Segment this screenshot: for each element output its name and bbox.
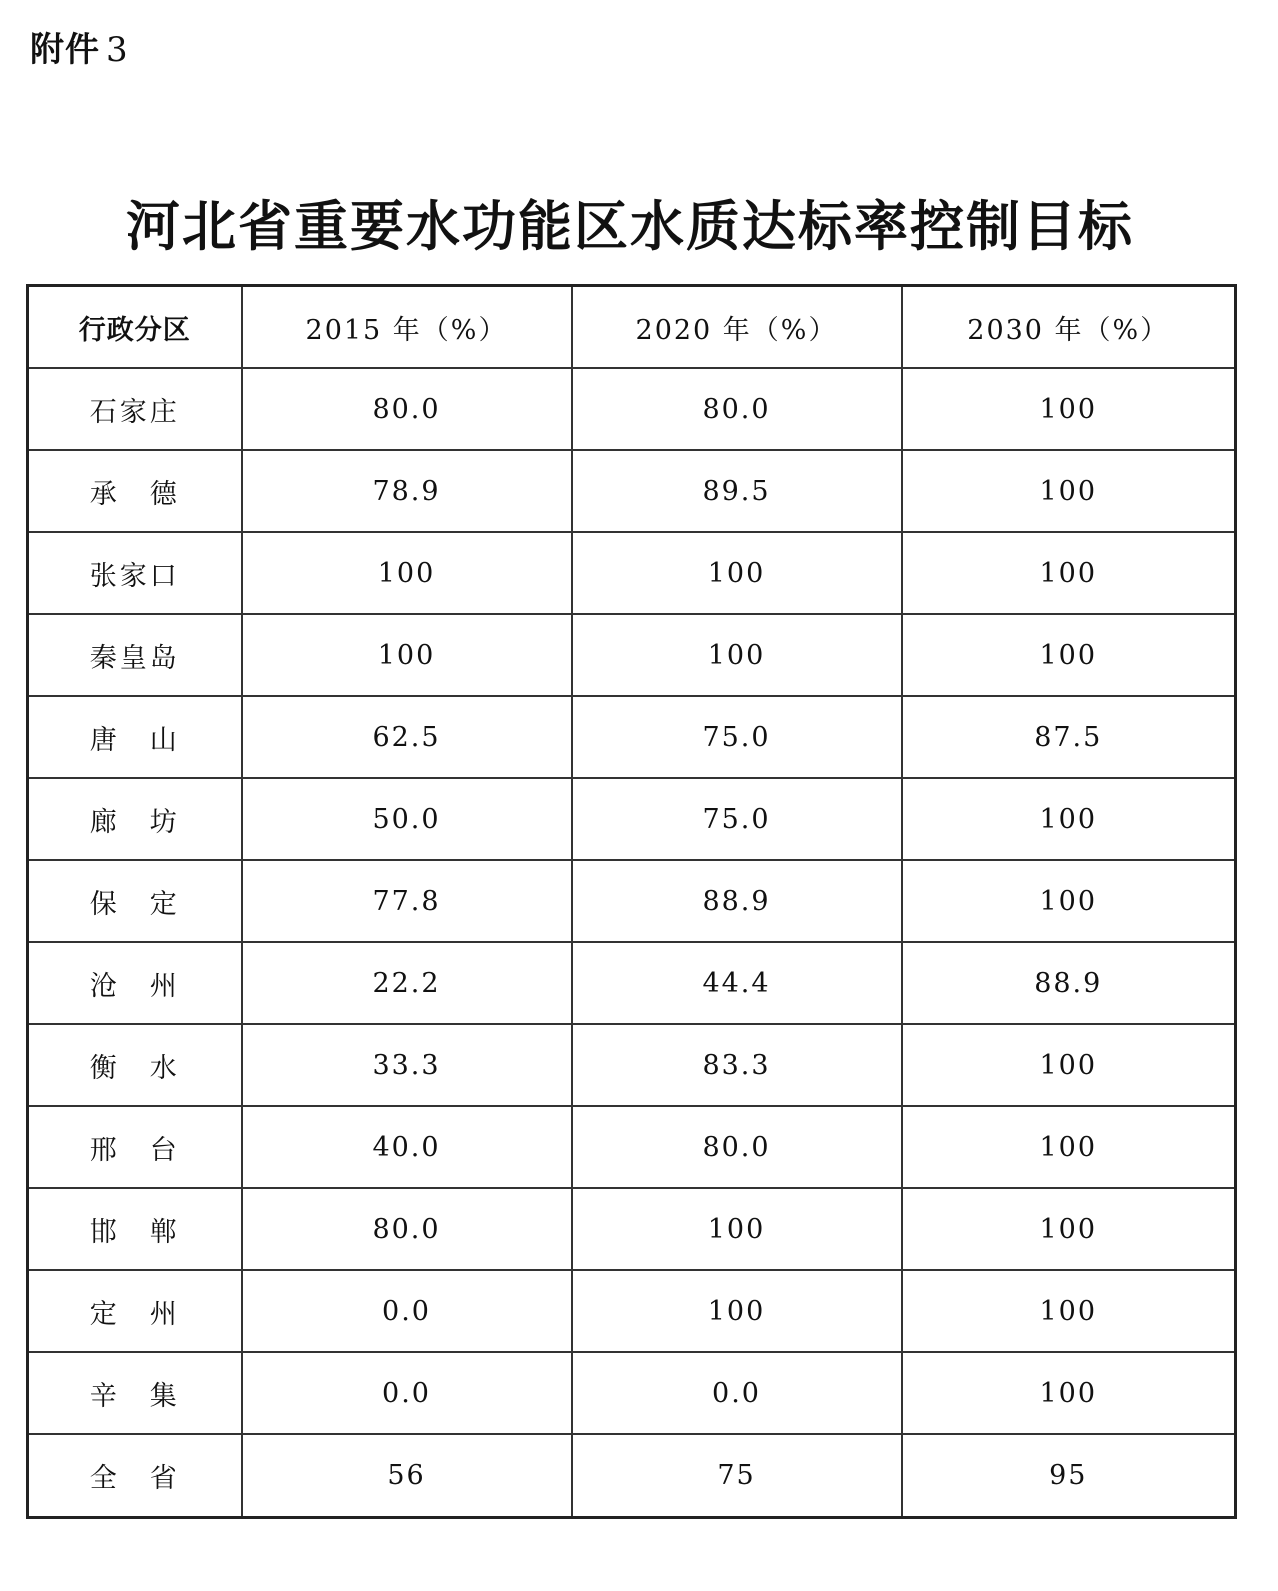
value-2015-cell: 0.0 — [242, 1270, 572, 1352]
value-2020-cell: 100 — [572, 532, 902, 614]
region-cell: 秦皇岛 — [28, 614, 242, 696]
table-row — [28, 1352, 1236, 1434]
value-2020-cell: 83.3 — [572, 1024, 902, 1106]
table-row — [28, 778, 1236, 860]
table-row — [28, 532, 1236, 614]
value-2020-cell: 89.5 — [572, 450, 902, 532]
value-2015-cell: 77.8 — [242, 860, 572, 942]
table-row — [28, 860, 1236, 942]
value-2030-cell: 100 — [902, 1106, 1236, 1188]
table-row — [28, 1106, 1236, 1188]
attachment-text: 附件 — [30, 30, 100, 70]
region-cell: 承 德 — [28, 450, 242, 532]
region-cell: 辛 集 — [28, 1352, 242, 1434]
value-2030-cell: 88.9 — [902, 942, 1236, 1024]
value-2015-cell: 62.5 — [242, 696, 572, 778]
header-region: 行政分区 — [28, 286, 242, 369]
table-row — [28, 450, 1236, 532]
region-cell: 廊 坊 — [28, 778, 242, 860]
value-2015-cell: 33.3 — [242, 1024, 572, 1106]
value-2030-cell: 100 — [902, 532, 1236, 614]
value-2020-cell: 100 — [572, 614, 902, 696]
value-2030-cell: 100 — [902, 1270, 1236, 1352]
table-row — [28, 942, 1236, 1024]
value-2015-cell: 56 — [242, 1434, 572, 1518]
value-2020-cell: 80.0 — [572, 368, 902, 450]
value-2020-cell: 80.0 — [572, 1106, 902, 1188]
value-2015-cell: 80.0 — [242, 368, 572, 450]
table-header-row — [28, 286, 1236, 369]
region-cell: 石家庄 — [28, 368, 242, 450]
value-2020-cell: 75.0 — [572, 778, 902, 860]
table-row — [28, 1188, 1236, 1270]
table-row — [28, 368, 1236, 450]
attachment-label — [30, 22, 129, 71]
value-2030-cell: 100 — [902, 368, 1236, 450]
table-row — [28, 614, 1236, 696]
region-cell: 邢 台 — [28, 1106, 242, 1188]
value-2015-cell: 22.2 — [242, 942, 572, 1024]
attachment-number: 3 — [106, 30, 129, 70]
region-cell: 邯 郸 — [28, 1188, 242, 1270]
value-2015-cell: 100 — [242, 614, 572, 696]
value-2020-cell: 88.9 — [572, 860, 902, 942]
region-cell: 张家口 — [28, 532, 242, 614]
value-2020-cell: 44.4 — [572, 942, 902, 1024]
region-cell: 定 州 — [28, 1270, 242, 1352]
value-2030-cell: 100 — [902, 860, 1236, 942]
value-2020-cell: 75.0 — [572, 696, 902, 778]
value-2030-cell: 100 — [902, 1188, 1236, 1270]
value-2020-cell: 100 — [572, 1270, 902, 1352]
table-row — [28, 1024, 1236, 1106]
value-2015-cell: 50.0 — [242, 778, 572, 860]
table-row — [28, 696, 1236, 778]
region-cell: 全 省 — [28, 1434, 242, 1518]
value-2030-cell: 95 — [902, 1434, 1236, 1518]
header-2015: 2015 年（%） — [242, 286, 572, 369]
value-2020-cell: 100 — [572, 1188, 902, 1270]
value-2020-cell: 0.0 — [572, 1352, 902, 1434]
region-cell: 唐 山 — [28, 696, 242, 778]
value-2030-cell: 100 — [902, 778, 1236, 860]
header-2030: 2030 年（%） — [902, 286, 1236, 369]
document-title: 河北省重要水功能区水质达标率控制目标 — [126, 195, 1134, 258]
water-quality-target-table — [26, 284, 1237, 1519]
region-cell: 沧 州 — [28, 942, 242, 1024]
value-2030-cell: 100 — [902, 450, 1236, 532]
value-2030-cell: 100 — [902, 1352, 1236, 1434]
value-2015-cell: 80.0 — [242, 1188, 572, 1270]
table-row — [28, 1270, 1236, 1352]
value-2015-cell: 40.0 — [242, 1106, 572, 1188]
value-2030-cell: 100 — [902, 614, 1236, 696]
value-2015-cell: 0.0 — [242, 1352, 572, 1434]
value-2030-cell: 100 — [902, 1024, 1236, 1106]
header-2020: 2020 年（%） — [572, 286, 902, 369]
table-row-province-total — [28, 1434, 1236, 1518]
value-2030-cell: 87.5 — [902, 696, 1236, 778]
region-cell: 衡 水 — [28, 1024, 242, 1106]
region-cell: 保 定 — [28, 860, 242, 942]
value-2015-cell: 78.9 — [242, 450, 572, 532]
value-2020-cell: 75 — [572, 1434, 902, 1518]
value-2015-cell: 100 — [242, 532, 572, 614]
